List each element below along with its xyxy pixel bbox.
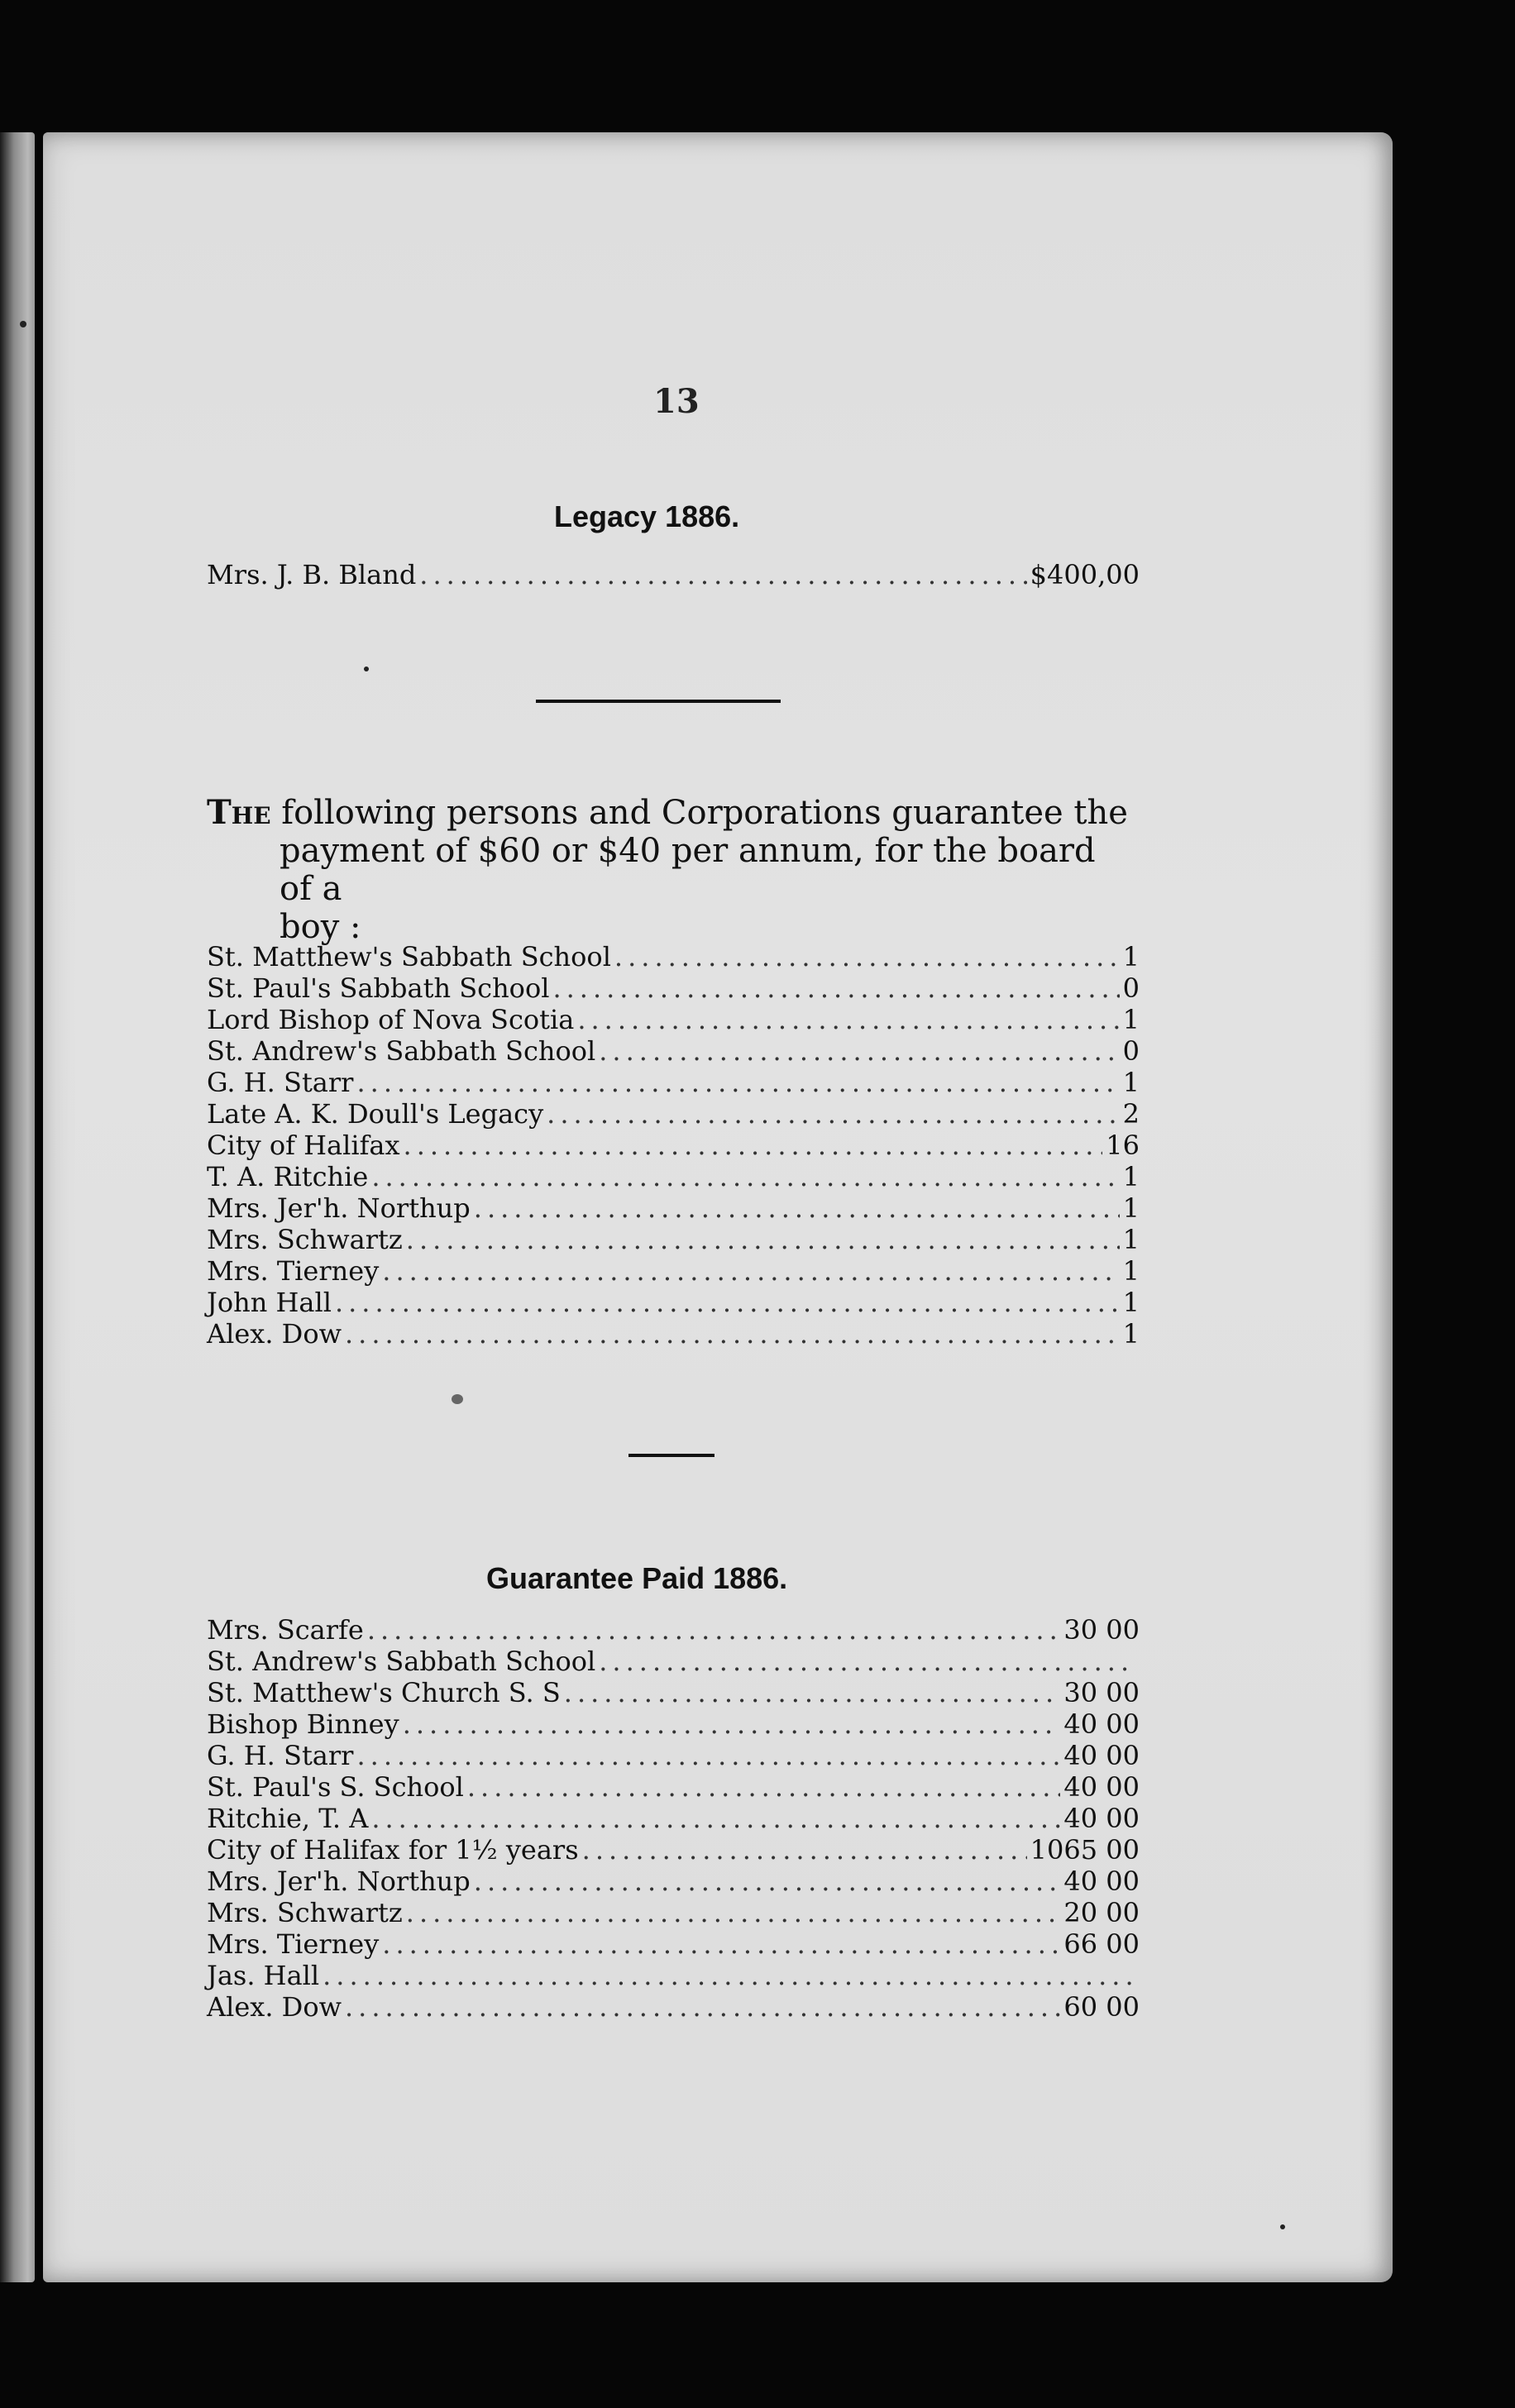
dot-leader xyxy=(474,1866,1061,1897)
dot-leader xyxy=(474,1192,1120,1224)
guarantor-count: 1 xyxy=(1122,1192,1140,1224)
payment-amount: 1065 00 xyxy=(1030,1834,1140,1866)
guarantor-count: 0 xyxy=(1122,1035,1140,1067)
guarantor-count: 16 xyxy=(1106,1130,1140,1161)
dot-leader xyxy=(403,1708,1061,1740)
dot-leader xyxy=(345,1991,1060,2023)
payment-name: City of Halifax for 1½ years xyxy=(207,1834,579,1866)
dot-leader xyxy=(564,1677,1061,1708)
payment-row xyxy=(207,1991,1140,2023)
guarantor-row xyxy=(207,941,1140,972)
guarantor-name: Lord Bishop of Nova Scotia xyxy=(207,1004,575,1035)
guarantor-count: 1 xyxy=(1122,1224,1140,1255)
payment-amount: 30 00 xyxy=(1063,1614,1140,1646)
dot-leader xyxy=(582,1834,1027,1866)
payment-name: Ritchie, T. A xyxy=(207,1803,369,1834)
guarantor-row xyxy=(207,1130,1140,1161)
guarantee-statement xyxy=(207,794,1133,946)
payment-amount: 40 00 xyxy=(1063,1771,1140,1803)
payment-amount: 40 00 xyxy=(1063,1708,1140,1740)
guarantor-name: Mrs. Tierney xyxy=(207,1255,380,1287)
payment-amount: 40 00 xyxy=(1063,1803,1140,1834)
dot-leader xyxy=(356,1067,1119,1098)
guarantor-name: City of Halifax xyxy=(207,1130,400,1161)
payment-row xyxy=(207,1677,1140,1708)
ink-speck xyxy=(20,321,26,327)
payment-amount: 60 00 xyxy=(1063,1991,1140,2023)
dot-leader xyxy=(356,1740,1060,1771)
payment-row xyxy=(207,1897,1140,1928)
payment-name: St. Matthew's Church S. S xyxy=(207,1677,561,1708)
dot-leader xyxy=(345,1318,1120,1350)
guarantor-row xyxy=(207,1255,1140,1287)
payment-amount: 20 00 xyxy=(1063,1897,1140,1928)
payment-row xyxy=(207,1960,1140,1991)
dot-leader xyxy=(371,1803,1060,1834)
payment-row xyxy=(207,1771,1140,1803)
payment-row xyxy=(207,1708,1140,1740)
guarantor-row xyxy=(207,1098,1140,1130)
guarantor-count: 1 xyxy=(1122,1318,1140,1350)
guarantor-count: 1 xyxy=(1122,941,1140,972)
guarantor-name: Mrs. Schwartz xyxy=(207,1224,403,1255)
guarantor-row xyxy=(207,1192,1140,1224)
section-divider xyxy=(536,700,781,703)
guarantor-row xyxy=(207,1224,1140,1255)
guarantor-row xyxy=(207,972,1140,1004)
payment-name: Mrs. Tierney xyxy=(207,1928,380,1960)
guarantor-count: 0 xyxy=(1122,972,1140,1004)
section-divider xyxy=(628,1454,714,1457)
guarantor-row xyxy=(207,1287,1140,1318)
payment-row xyxy=(207,1740,1140,1771)
guarantor-count: 1 xyxy=(1122,1004,1140,1035)
guarantor-count: 2 xyxy=(1122,1098,1140,1130)
payment-row xyxy=(207,1928,1140,1960)
payment-row xyxy=(207,1646,1140,1677)
ink-speck xyxy=(1280,2224,1285,2229)
guarantor-row xyxy=(207,1035,1140,1067)
guarantor-name: Late A. K. Doull's Legacy xyxy=(207,1098,544,1130)
legacy-entry xyxy=(207,559,1140,590)
payment-name: Jas. Hall xyxy=(207,1960,320,1991)
guarantor-name: John Hall xyxy=(207,1287,332,1318)
guarantor-name: G. H. Starr xyxy=(207,1067,354,1098)
payment-name: Mrs. Scarfe xyxy=(207,1614,364,1646)
guarantor-row xyxy=(207,1004,1140,1035)
payment-name: St. Paul's S. School xyxy=(207,1771,464,1803)
payment-row xyxy=(207,1866,1140,1897)
guarantor-row xyxy=(207,1067,1140,1098)
payment-name: Alex. Dow xyxy=(207,1991,342,2023)
payment-amount: 40 00 xyxy=(1063,1866,1140,1897)
dot-leader xyxy=(371,1161,1119,1192)
guarantor-name: T. A. Ritchie xyxy=(207,1161,369,1192)
guarantor-count: 1 xyxy=(1122,1255,1140,1287)
payment-row xyxy=(207,1834,1140,1866)
guarantee-paid-heading: Guarantee Paid 1886. xyxy=(486,1561,788,1595)
guarantee-statement-line-1 xyxy=(207,794,1133,832)
payment-name: Bishop Binney xyxy=(207,1708,399,1740)
dot-leader xyxy=(335,1287,1120,1318)
guarantor-name: St. Matthew's Sabbath School xyxy=(207,941,611,972)
dot-leader xyxy=(367,1614,1061,1646)
guarantor-row xyxy=(207,1161,1140,1192)
guarantor-name: St. Paul's Sabbath School xyxy=(207,972,550,1004)
dot-leader xyxy=(404,1130,1103,1161)
payment-row xyxy=(207,1614,1140,1646)
dot-leader xyxy=(577,1004,1119,1035)
payment-name: St. Andrew's Sabbath School xyxy=(207,1646,596,1677)
dot-leader xyxy=(552,972,1119,1004)
payment-name: Mrs. Schwartz xyxy=(207,1897,403,1928)
adjacent-page-edge xyxy=(0,132,35,2282)
page-number: 13 xyxy=(653,382,700,421)
payment-amount: 66 00 xyxy=(1063,1928,1140,1960)
guarantor-count: 1 xyxy=(1122,1161,1140,1192)
guarantor-name: St. Andrew's Sabbath School xyxy=(207,1035,596,1067)
dot-leader xyxy=(382,1928,1060,1960)
payment-name: Mrs. Jer'h. Northup xyxy=(207,1866,471,1897)
legacy-entry-name: Mrs. J. B. Bland xyxy=(207,559,417,590)
dot-leader xyxy=(382,1255,1119,1287)
legacy-heading: Legacy 1886. xyxy=(554,499,740,533)
dot-leader xyxy=(467,1771,1061,1803)
payment-row xyxy=(207,1803,1140,1834)
ink-speck xyxy=(452,1394,463,1404)
guarantee-statement-line-1-text: following persons and Corporations guarantee the xyxy=(281,794,1128,832)
legacy-entry-value: $400,00 xyxy=(1030,559,1140,590)
guarantor-count: 1 xyxy=(1122,1287,1140,1318)
guarantor-name: Alex. Dow xyxy=(207,1318,342,1350)
payment-name: G. H. Starr xyxy=(207,1740,354,1771)
guarantee-statement-lead: The xyxy=(207,793,271,832)
guarantor-name: Mrs. Jer'h. Northup xyxy=(207,1192,471,1224)
guarantor-count: 1 xyxy=(1122,1067,1140,1098)
dot-leader xyxy=(406,1224,1120,1255)
payment-amount: 40 00 xyxy=(1063,1740,1140,1771)
dot-leader xyxy=(614,941,1120,972)
guarantee-statement-line-2: payment of $60 or $40 per annum, for the board of a xyxy=(280,832,1096,908)
dot-leader xyxy=(419,559,1026,590)
dot-leader xyxy=(599,1646,1136,1677)
ink-speck xyxy=(364,666,369,671)
dot-leader xyxy=(599,1035,1119,1067)
guarantor-row xyxy=(207,1318,1140,1350)
dot-leader xyxy=(323,1960,1136,1991)
dot-leader xyxy=(547,1098,1120,1130)
dot-leader xyxy=(406,1897,1061,1928)
payment-amount: 30 00 xyxy=(1063,1677,1140,1708)
guarantee-statement-line-3: boy : xyxy=(280,908,361,946)
